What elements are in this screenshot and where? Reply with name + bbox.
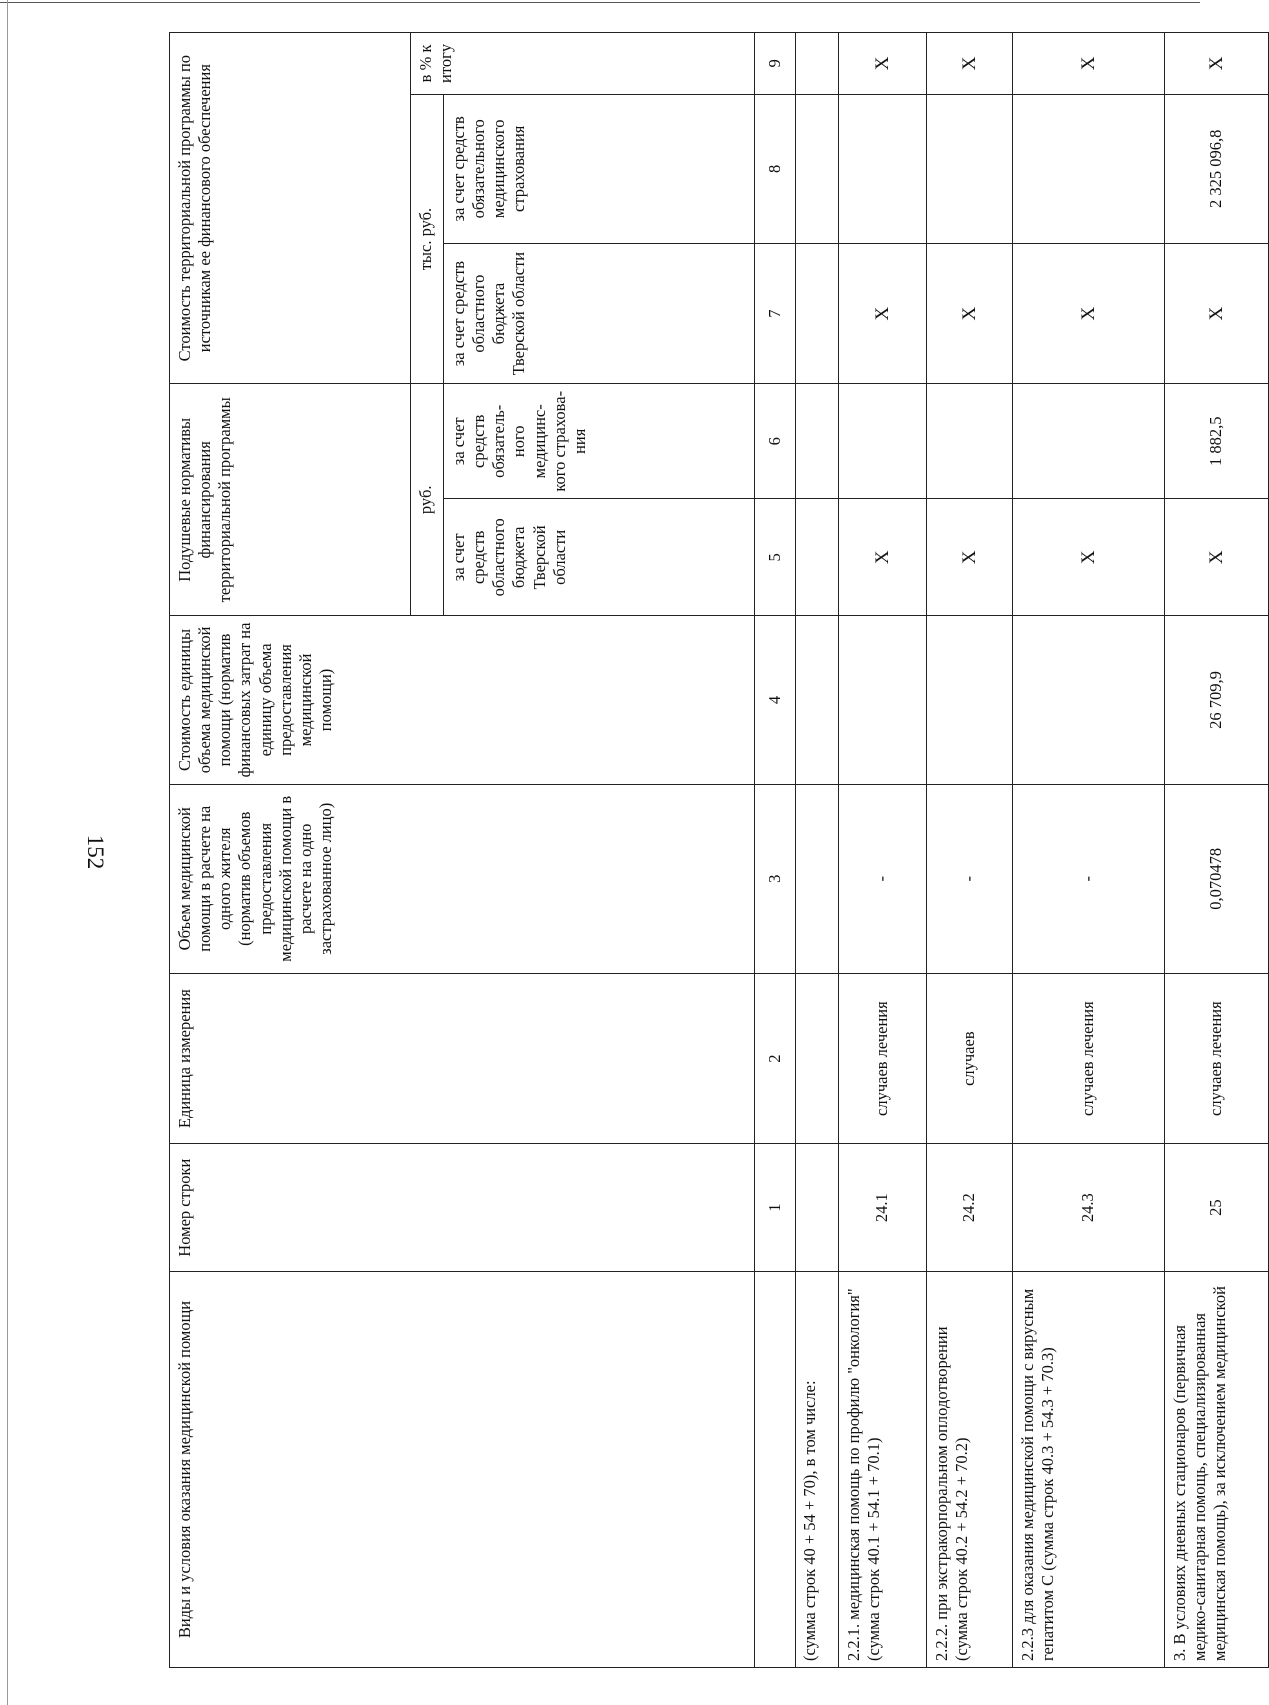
header-row-number: Номер строки [170, 1144, 755, 1272]
header-cost-budget: за счет средств областного бюджета Тверской области [444, 243, 755, 384]
sum-row-label: (сумма строк 40 + 54 + 70), в том числе: [796, 1272, 839, 1668]
row-cost [839, 616, 927, 784]
header-types: Виды и условия оказания медицинской помощи [170, 1272, 755, 1668]
row-cost-budget: X [927, 243, 1013, 384]
column-number: 4 [755, 616, 796, 784]
row-unit: случаев [927, 973, 1013, 1143]
column-number-empty [755, 1272, 796, 1668]
row-pc-oms [839, 384, 927, 499]
row-cost-budget: X [1013, 243, 1165, 384]
column-number: 9 [755, 33, 796, 95]
row-cost-oms [927, 94, 1013, 243]
sum-row [796, 33, 839, 1668]
row-cost [927, 616, 1013, 784]
row-number: 25 [1165, 1144, 1269, 1272]
column-number: 1 [755, 1144, 796, 1272]
row-pc-oms: 1 882,5 [1165, 384, 1269, 499]
row-cost-oms: 2 325 096,8 [1165, 94, 1269, 243]
row-cost-budget: X [839, 243, 927, 384]
financing-table [169, 32, 1269, 1668]
row-unit: случаев лечения [1013, 973, 1165, 1143]
column-number: 8 [755, 94, 796, 243]
row-percent: X [927, 33, 1013, 95]
row-volume: - [927, 784, 1013, 973]
column-number-row [755, 33, 796, 1668]
row-name: 2.2.2. при экстракорпоральном оплодотворении (сумма строк 40.2 + 54.2 + 70.2) [927, 1272, 1013, 1668]
header-percent: в % к итогу [411, 33, 755, 95]
header-row-1 [170, 33, 411, 1668]
row-name: 3. В условиях дневных стационаров (первичная медико-санитарная помощь, специализированная медицинская помощь), за исключением медицинской [1165, 1272, 1269, 1668]
row-name: 2.2.3 для оказания медицинской помощи с вирусным гепатитом С (сумма строк 40.3 + 54.3 + 70.3) [1013, 1272, 1165, 1668]
table-row [1165, 33, 1269, 1668]
row-pc-budget: X [839, 499, 927, 616]
column-number: 5 [755, 499, 796, 616]
row-volume: 0,070478 [1165, 784, 1269, 973]
table-row [839, 33, 927, 1668]
row-name: 2.2.1. медицинская помощь по профилю "онкология" (сумма строк 40.1 + 54.1 + 70.1) [839, 1272, 927, 1668]
row-cost-oms [1013, 94, 1165, 243]
header-per-capita-group: Подушевые нормативы финансирования территориальной программы [170, 384, 411, 616]
row-unit: случаев лечения [839, 973, 927, 1143]
row-pc-oms [927, 384, 1013, 499]
row-number: 24.3 [1013, 1144, 1165, 1272]
row-cost-budget: X [1165, 243, 1269, 384]
row-cost-oms [839, 94, 927, 243]
header-volume: Объем медицинской помощи в расчете на одного жителя (норматив объемов предоставления медицинской помощи в расчете на одно застрахованное лицо) [170, 784, 755, 973]
column-number: 2 [755, 973, 796, 1143]
row-pc-budget: X [927, 499, 1013, 616]
row-percent: X [1013, 33, 1165, 95]
row-percent: X [839, 33, 927, 95]
column-number: 7 [755, 243, 796, 384]
row-cost [1013, 616, 1165, 784]
column-number: 3 [755, 784, 796, 973]
row-unit: случаев лечения [1165, 973, 1269, 1143]
header-rub: руб. [411, 384, 444, 616]
row-pc-oms [1013, 384, 1165, 499]
header-cost-oms: за счет средств обязательного медицинского страхования [444, 94, 755, 243]
header-cost-group: Стоимость территориальной программы по источникам ее финансового обеспечения [170, 33, 411, 384]
row-pc-budget: X [1165, 499, 1269, 616]
row-cost: 26 709,9 [1165, 616, 1269, 784]
rotated-table-container [169, 32, 1230, 1668]
header-thous-rub: тыс. руб. [411, 94, 444, 384]
row-volume: - [1013, 784, 1165, 973]
header-pc-budget: за счет средств областного бюджета Тверской области [444, 499, 755, 616]
scan-left-edge [7, 0, 8, 1705]
header-unit: Единица измерения [170, 973, 755, 1143]
row-pc-budget: X [1013, 499, 1165, 616]
scan-top-edge [0, 2, 1200, 3]
row-number: 24.2 [927, 1144, 1013, 1272]
table-row [927, 33, 1013, 1668]
row-number: 24.1 [839, 1144, 927, 1272]
page-number: 152 [83, 834, 108, 870]
row-volume: - [839, 784, 927, 973]
table-row [1013, 33, 1165, 1668]
column-number: 6 [755, 384, 796, 499]
header-pc-oms: за счет средств обязатель-ного медицинс-кого страхова-ния [444, 384, 755, 499]
header-cost-unit: Стоимость единицы объема медицинской помощи (норматив финансовых затрат на единицу объема предоставления медицинской помощи) [170, 616, 755, 784]
row-percent: X [1165, 33, 1269, 95]
